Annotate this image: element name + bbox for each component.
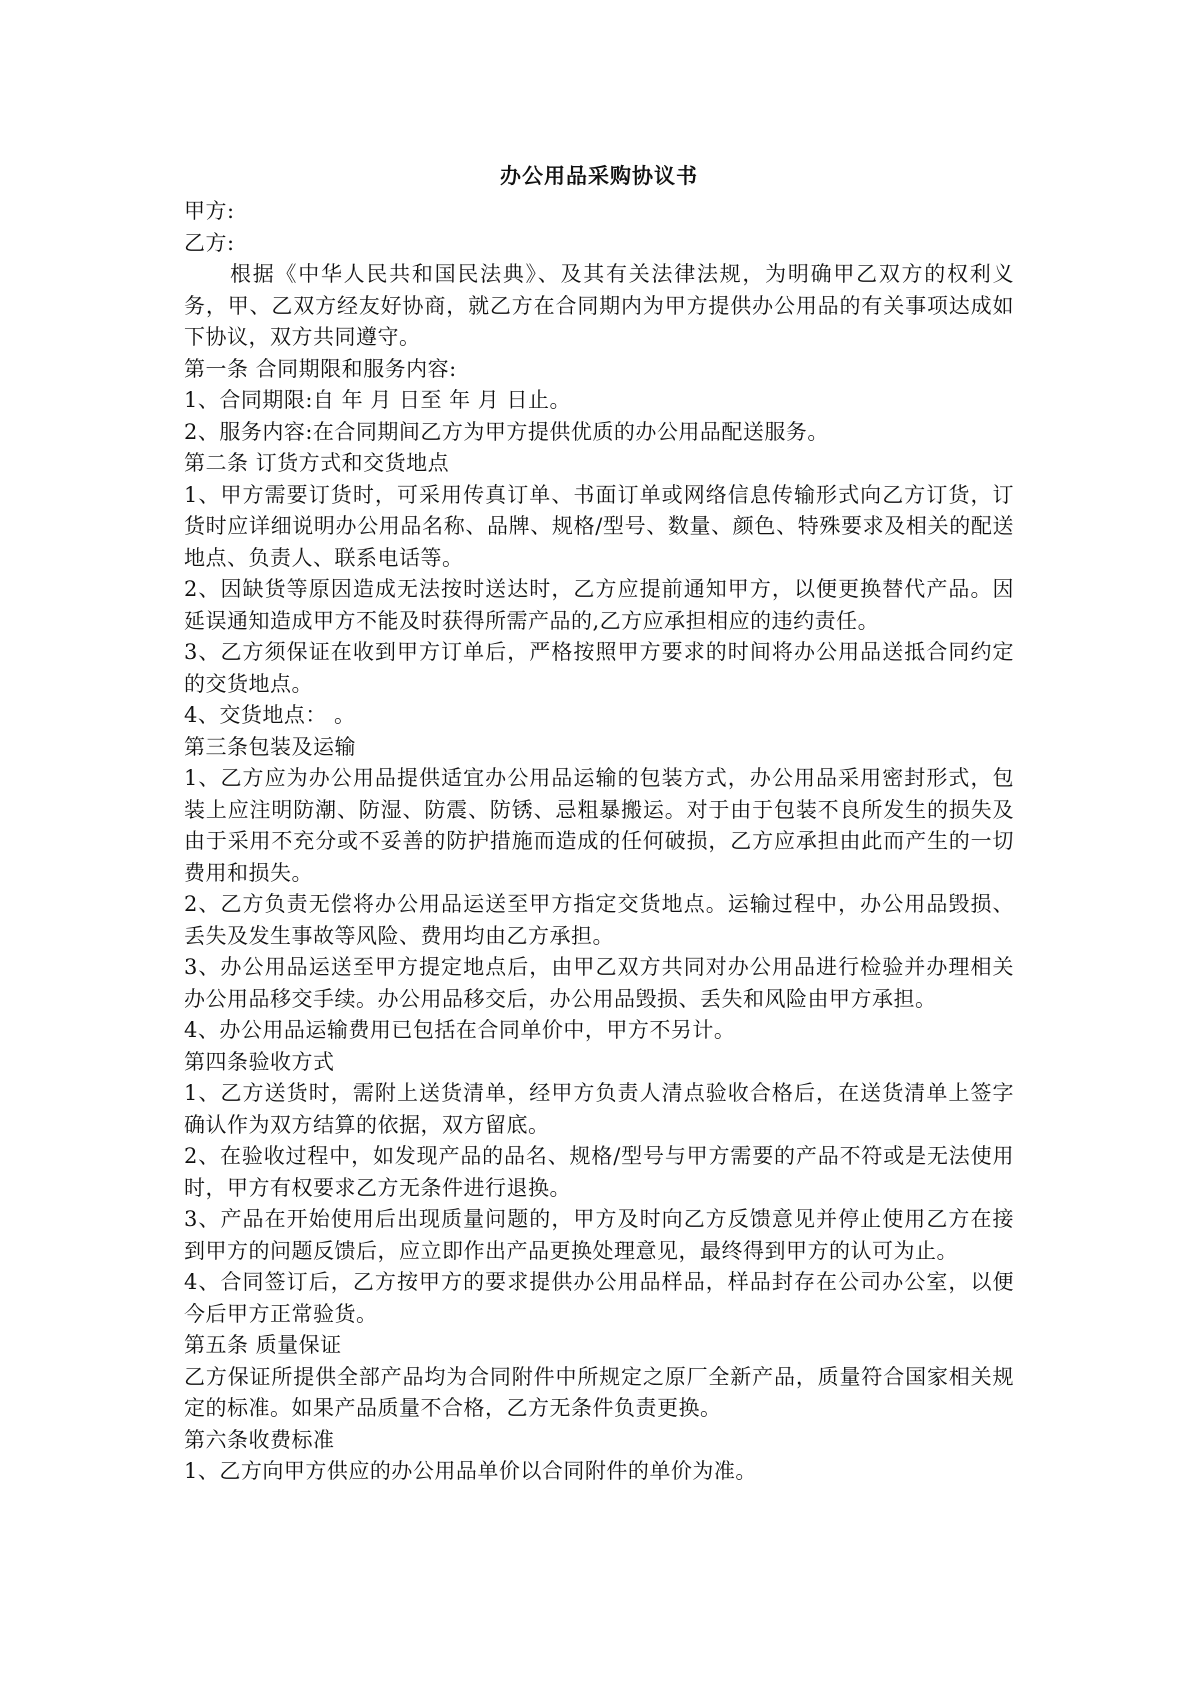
section-paragraph: 4、交货地点： 。 xyxy=(184,703,356,727)
section-paragraph: 1、乙方向甲方供应的办公用品单价以合同附件的单价为准。 xyxy=(184,1459,757,1483)
section-heading: 第五条 质量保证 xyxy=(184,1333,342,1357)
section-paragraph: 2、因缺货等原因造成无法按时送达时，乙方应提前通知甲方，以便更换替代产品。因延误通知造成甲方不能及时获得所需产品的,乙方应承担相应的违约责任。 xyxy=(184,577,1014,633)
section-paragraph: 3、办公用品运送至甲方提定地点后，由甲乙双方共同对办公用品进行检验并办理相关办公用品移交手续。办公用品移交后，办公用品毁损、丢失和风险由甲方承担。 xyxy=(184,955,1014,1011)
section-paragraph: 2、在验收过程中，如发现产品的品名、规格/型号与甲方需要的产品不符或是无法使用时，甲方有权要求乙方无条件进行退换。 xyxy=(184,1144,1014,1200)
section-paragraph: 乙方保证所提供全部产品均为合同附件中所规定之原厂全新产品，质量符合国家相关规定的标准。如果产品质量不合格，乙方无条件负责更换。 xyxy=(184,1364,1014,1420)
section-heading: 第二条 订货方式和交货地点 xyxy=(184,451,450,475)
section-paragraph: 1、乙方应为办公用品提供适宜办公用品运输的包装方式，办公用品采用密封形式，包装上应注明防潮、防湿、防震、防锈、忌粗暴搬运。对于由于包装不良所发生的损失及由于采用不充分或不妥善的防护措施而造成的任何破损，乙方应承担由此而产生的一切费用和损失。 xyxy=(184,766,1014,885)
section-paragraph: 3、乙方须保证在收到甲方订单后，严格按照甲方要求的时间将办公用品送抵合同约定的交货地点。 xyxy=(184,640,1014,696)
section-heading: 第四条验收方式 xyxy=(184,1049,335,1074)
section-heading: 第三条包装及运输 xyxy=(184,734,356,759)
section-paragraph: 1、合同期限:自 年 月 日至 年 月 日止。 xyxy=(184,388,571,412)
document-title: 办公用品采购协议书 xyxy=(500,163,698,188)
party-a-label: 甲方: xyxy=(184,199,235,223)
section-paragraph: 3、产品在开始使用后出现质量问题的，甲方及时向乙方反馈意见并停止使用乙方在接到甲方的问题反馈后，应立即作出产品更换处理意见，最终得到甲方的认可为止。 xyxy=(184,1207,1014,1263)
section-heading: 第六条收费标准 xyxy=(184,1427,335,1452)
section-paragraph: 1、甲方需要订货时，可采用传真订单、书面订单或网络信息传输形式向乙方订货，订货时应详细说明办公用品名称、品牌、规格/型号、数量、颜色、特殊要求及相关的配送地点、负责人、联系电话等。 xyxy=(184,482,1014,570)
section-paragraph: 4、办公用品运输费用已包括在合同单价中，甲方不另计。 xyxy=(184,1018,736,1042)
section-paragraph: 2、服务内容:在合同期间乙方为甲方提供优质的办公用品配送服务。 xyxy=(184,419,829,444)
section-paragraph: 4、合同签订后，乙方按甲方的要求提供办公用品样品，样品封存在公司办公室，以便今后甲方正常验货。 xyxy=(184,1270,1014,1326)
section-heading: 第一条 合同期限和服务内容: xyxy=(184,356,457,381)
section-paragraph: 2、乙方负责无偿将办公用品运送至甲方指定交货地点。运输过程中，办公用品毁损、丢失及发生事故等风险、费用均由乙方承担。 xyxy=(184,892,1014,948)
section-paragraph: 1、乙方送货时，需附上送货清单，经甲方负责人清点验收合格后，在送货清单上签字确认作为双方结算的依据，双方留底。 xyxy=(184,1081,1014,1137)
party-b-label: 乙方: xyxy=(184,230,235,255)
document-page xyxy=(184,158,1014,1488)
preamble-paragraph: 根据《中华人民共和国民法典》、及其有关法律法规，为明确甲乙双方的权利义务，甲、乙双方经友好协商，就乙方在合同期内为甲方提供办公用品的有关事项达成如下协议，双方共同遵守。 xyxy=(184,262,1014,349)
